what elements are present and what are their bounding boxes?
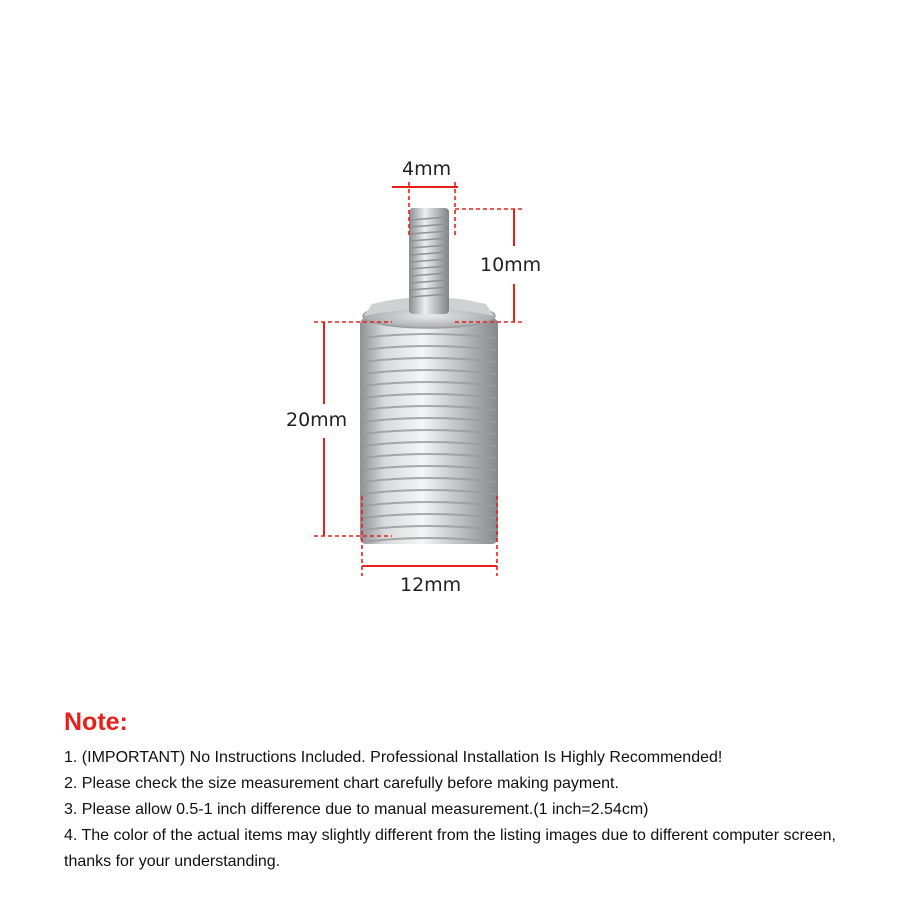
threaded-pin [409, 208, 449, 314]
note-item-2: 2. Please check the size measurement chart carefully before making payment. [64, 775, 619, 792]
note-list [64, 745, 864, 875]
note-item-1: 1. (IMPORTANT) No Instructions Included. Professional Installation Is Highly Recommended! [64, 749, 723, 766]
body-length-label: 20mm [286, 409, 348, 431]
pin-diameter-label: 4mm [402, 158, 452, 180]
note-item-3: 3. Please allow 0.5-1 inch difference due to manual measurement.(1 inch=2.54cm) [64, 801, 649, 818]
threaded-body [360, 318, 498, 544]
body-diameter-label: 12mm [400, 574, 462, 596]
note-section [64, 708, 864, 875]
note-item-4: 4. The color of the actual items may slightly different from the listing images due to different computer screen, thanks for your understanding. [64, 827, 836, 870]
note-title: Note: [64, 708, 128, 736]
pin-length-label: 10mm [480, 254, 542, 276]
